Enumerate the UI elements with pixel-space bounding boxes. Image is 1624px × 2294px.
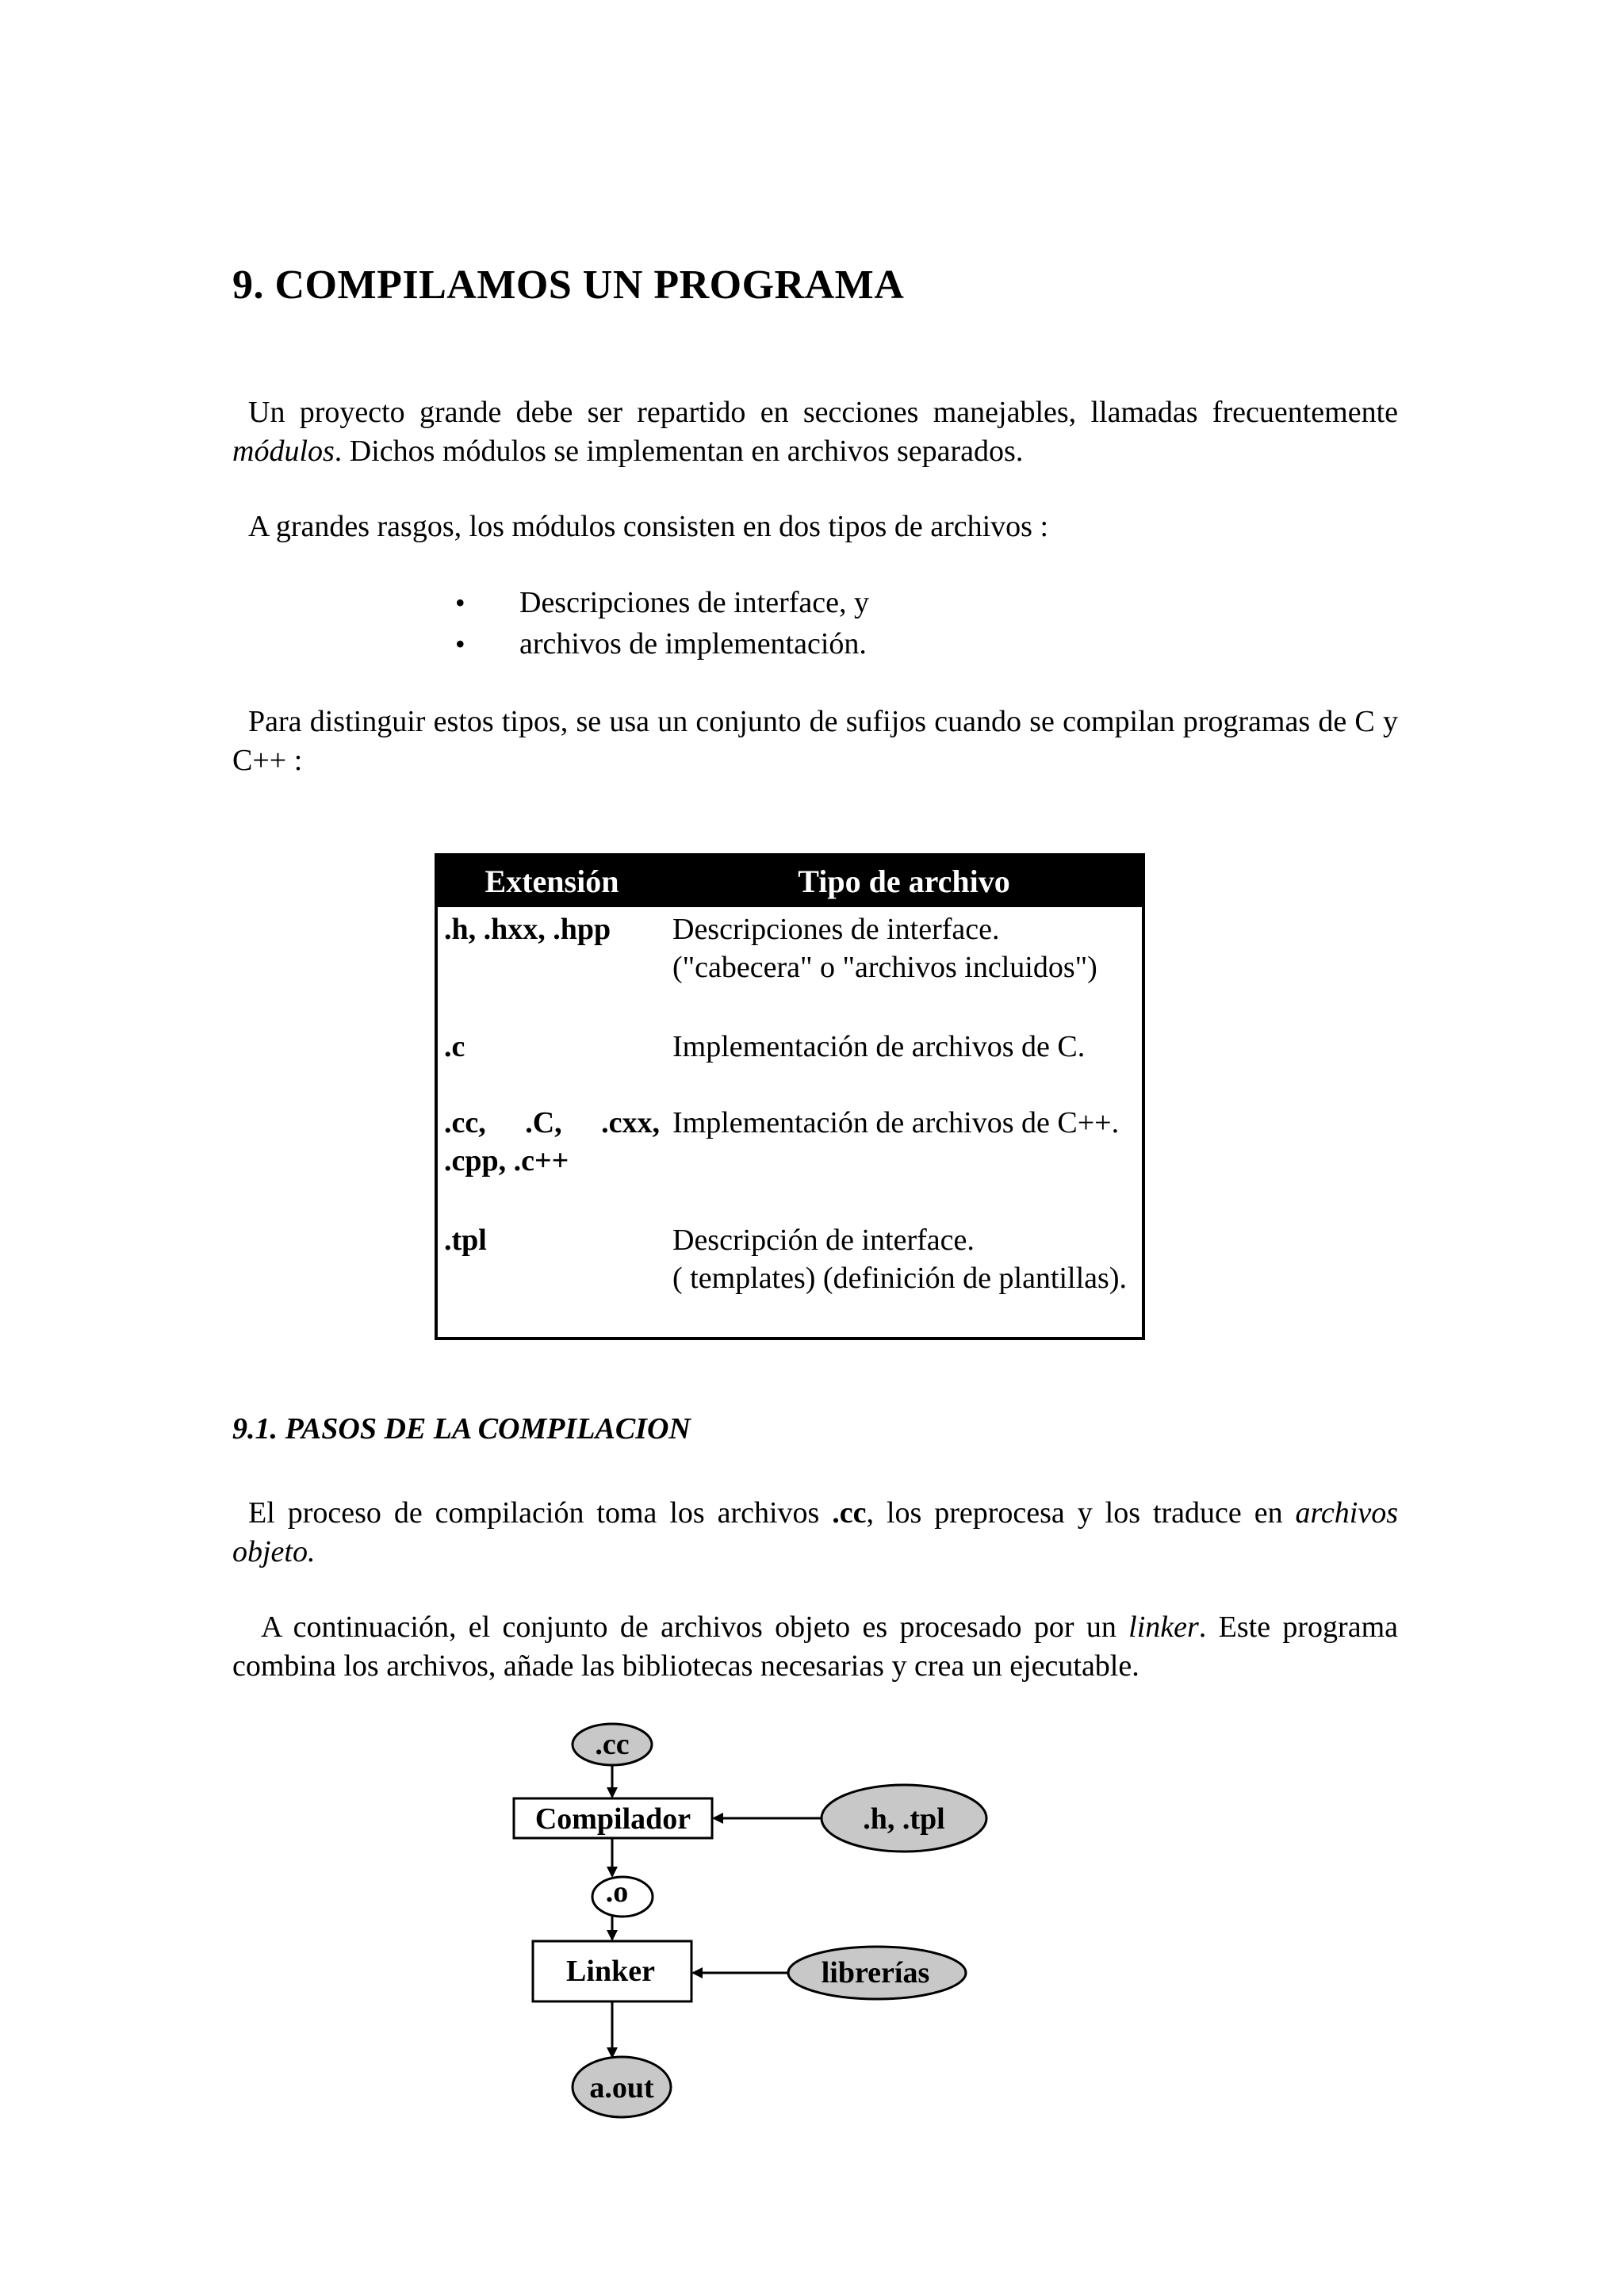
list-item: • archivos de implementación.	[452, 623, 869, 664]
section-paragraph-1: El proceso de compilación toma los archivos .cc, los preprocesa y los traduce en archivos objeto.	[232, 1496, 1398, 1568]
source-label: .cc	[595, 1728, 630, 1761]
section-title: 9.1. PASOS DE LA COMPILACION	[232, 1412, 691, 1446]
header-file-type: Tipo de archivo	[666, 855, 1143, 907]
cc-bold: .cc	[832, 1496, 867, 1530]
extension-cell: .tpl	[444, 1224, 487, 1257]
page-title: 9. COMPILAMOS UN PROGRAMA	[232, 262, 905, 308]
output-label: a.out	[589, 2071, 654, 2104]
archivos-objeto-italic: archivos objeto.	[232, 1496, 1398, 1568]
file-type-cell: Descripción de interface. ( templates) (definición de plantillas).	[672, 1224, 1127, 1295]
file-type-cell: Implementación de archivos de C++.	[672, 1106, 1120, 1139]
file-type-cell: Implementación de archivos de C.	[672, 1030, 1086, 1063]
file-type-cell: Descripciones de interface. ("cabecera" o "archivos incluidos")	[672, 913, 1097, 984]
intro-text-1: Un proyecto grande debe ser repartido en secciones manejables, llamadas frecuentemente	[248, 396, 1398, 429]
modulos-italic: módulos	[232, 435, 335, 468]
intro-text-1-end: . Dichos módulos se implementan en archivos separados.	[334, 435, 1024, 468]
linker-italic: linker	[1128, 1610, 1199, 1644]
intro-text-2: A grandes rasgos, los módulos consisten en dos tipos de archivos :	[248, 510, 1049, 543]
extension-cell: .h, .hxx, .hpp	[444, 913, 611, 946]
object-label: .o	[605, 1875, 629, 1909]
libraries-label: librerías	[821, 1956, 930, 1990]
extension-cell: .c	[444, 1030, 465, 1063]
header-extension: Extensión	[436, 855, 666, 907]
list-item: • Descripciones de interface, y	[452, 582, 869, 623]
headers-label: .h, .tpl	[863, 1802, 945, 1836]
linker-label: Linker	[566, 1955, 655, 1988]
compiler-label: Compilador	[534, 1802, 691, 1836]
bullet-icon: •	[455, 587, 465, 618]
extension-cell: .cc, .C, .cxx, .cpp, .c++	[444, 1106, 660, 1178]
bullet-icon: •	[455, 628, 465, 660]
section-paragraph-2: A continuación, el conjunto de archivos objeto es procesado por un linker. Este programa combina los archivos, añade las bibliotecas necesarias y crea un ejecutable.	[232, 1610, 1398, 1683]
intro-text-3: Para distinguir estos tipos, se usa un conjunto de sufijos cuando se compilan programas de C y C++ :	[232, 705, 1398, 777]
